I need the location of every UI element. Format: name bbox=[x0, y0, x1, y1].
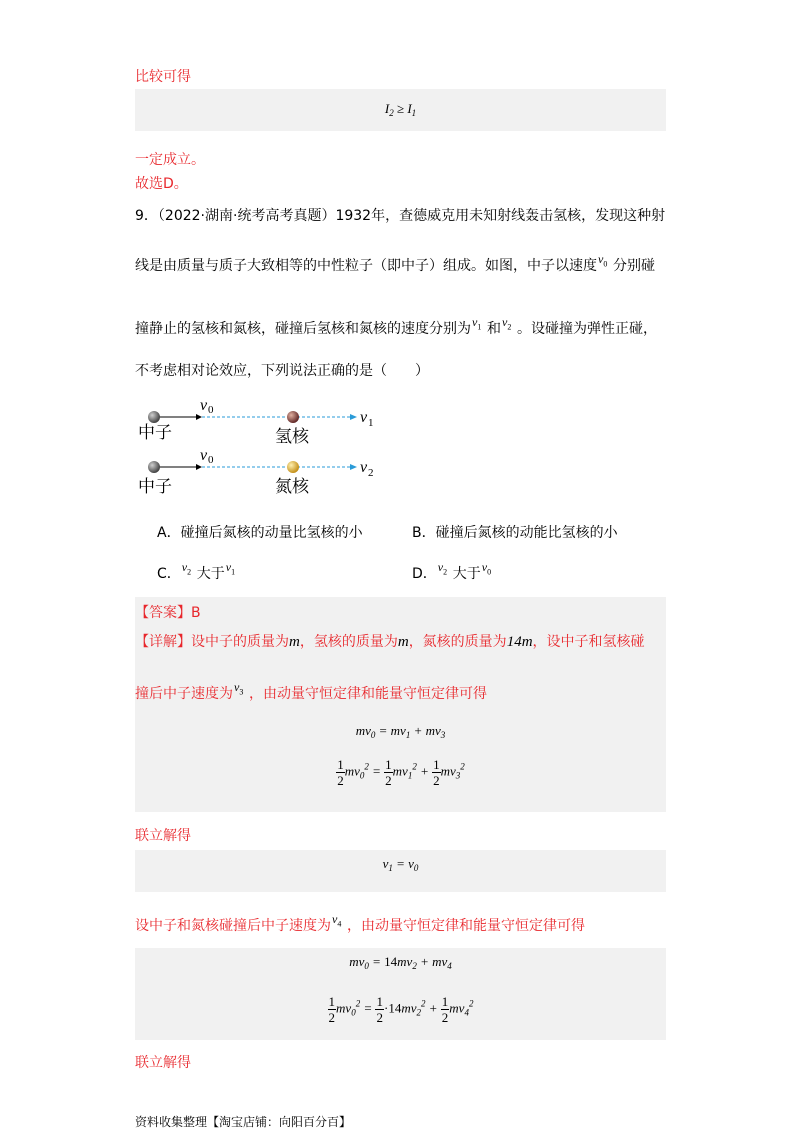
equation-energy-2: $\frac{1}{2}$ $mv_0^2$ = $\frac{1}{2}$ $\cdot 14mv_2^2$ + $\frac{1}{2}$ $mv_4^2$ bbox=[328, 994, 474, 1025]
detail-line-1: 【详解】设中子的质量为m，氢核的质量为m，氮核的质量为14m，设中子和氢核碰 bbox=[135, 634, 645, 650]
equation-box-result-1 bbox=[135, 850, 666, 892]
text-holds: 一定成立。 bbox=[135, 152, 205, 168]
label-nitrogen: 氮核 bbox=[275, 477, 309, 497]
option-c[interactable]: C． $v_2$ 大于 $v_1$ bbox=[157, 560, 236, 582]
equation-momentum-2: $mv_0 = 14mv_2 + mv_4$ bbox=[349, 954, 452, 971]
svg-text:v: v bbox=[360, 409, 368, 426]
footer: 资料收集整理【淘宝店铺：向阳百分百】 bbox=[135, 1115, 352, 1129]
question-line-1: 9．（2022·湖南·统考高考真题）1932年，查德威克用未知射线轰击氢核，发现这种射 bbox=[135, 208, 666, 224]
question-line-4: 不考虑相对论效应，下列说法正确的是（ ） bbox=[135, 363, 429, 379]
svg-text:2: 2 bbox=[368, 467, 374, 479]
question-line-2: 线是由质量与质子大致相等的中性粒子（即中子）组成。如图，中子以速度 $v_0$ 分别碰 bbox=[135, 252, 655, 274]
text-set-2: 设中子和氮核碰撞后中子速度为 $v_4$ ，由动量守恒定律和能量守恒定律可得 bbox=[135, 912, 585, 934]
text-joint-2: 联立解得 bbox=[135, 1055, 191, 1071]
neutron-ball-2 bbox=[148, 461, 160, 473]
question-line-3: 撞静止的氢核和氮核，碰撞后氢核和氮核的速度分别为 $v_1$ 和 $v_2$ 。设碰撞为弹性正碰， bbox=[135, 315, 657, 337]
svg-text:1: 1 bbox=[368, 417, 374, 429]
neutron-ball-1 bbox=[148, 411, 160, 423]
hydrogen-ball bbox=[287, 411, 299, 423]
label-neutron-1: 中子 bbox=[138, 423, 172, 443]
svg-text:v: v bbox=[200, 397, 208, 414]
collision-figure bbox=[130, 388, 390, 500]
equation-box-compare bbox=[135, 89, 666, 131]
question-number: 9． bbox=[135, 208, 158, 224]
option-d[interactable]: D． $v_2$ 大于 $v_0$ bbox=[412, 560, 492, 582]
detail-line-2: 撞后中子速度为 $v_3$ ，由动量守恒定律和能量守恒定律可得 bbox=[135, 680, 487, 702]
svg-text:0: 0 bbox=[208, 454, 214, 466]
nitrogen-ball bbox=[287, 461, 299, 473]
equation-momentum-1: $mv_0 = mv_1 + mv_3$ bbox=[355, 723, 446, 740]
answer-box bbox=[135, 597, 666, 812]
label-neutron-2: 中子 bbox=[138, 477, 172, 497]
svg-text:0: 0 bbox=[208, 404, 214, 416]
equation-box-2 bbox=[135, 948, 666, 1040]
equation-result-1: $v_1 = v_0$ bbox=[382, 856, 419, 873]
text-joint-1: 联立解得 bbox=[135, 828, 191, 844]
equation-energy-1: $\frac{1}{2}$ $mv_0^2$ = $\frac{1}{2}$ $mv_1^2$ + $\frac{1}{2}$ $mv_3^2$ bbox=[337, 757, 465, 788]
option-a[interactable]: A．碰撞后氮核的动量比氢核的小 bbox=[157, 525, 363, 541]
equation-compare: $I_2 \ge I_1$ bbox=[384, 101, 417, 118]
text-compare: 比较可得 bbox=[135, 69, 191, 85]
svg-text:v: v bbox=[200, 447, 208, 464]
option-b[interactable]: B．碰撞后氮核的动能比氢核的小 bbox=[412, 525, 618, 541]
answer-line: 【答案】B bbox=[135, 605, 201, 621]
svg-text:v: v bbox=[360, 459, 368, 476]
text-choose: 故选D。 bbox=[135, 176, 188, 192]
label-hydrogen: 氢核 bbox=[275, 427, 309, 447]
